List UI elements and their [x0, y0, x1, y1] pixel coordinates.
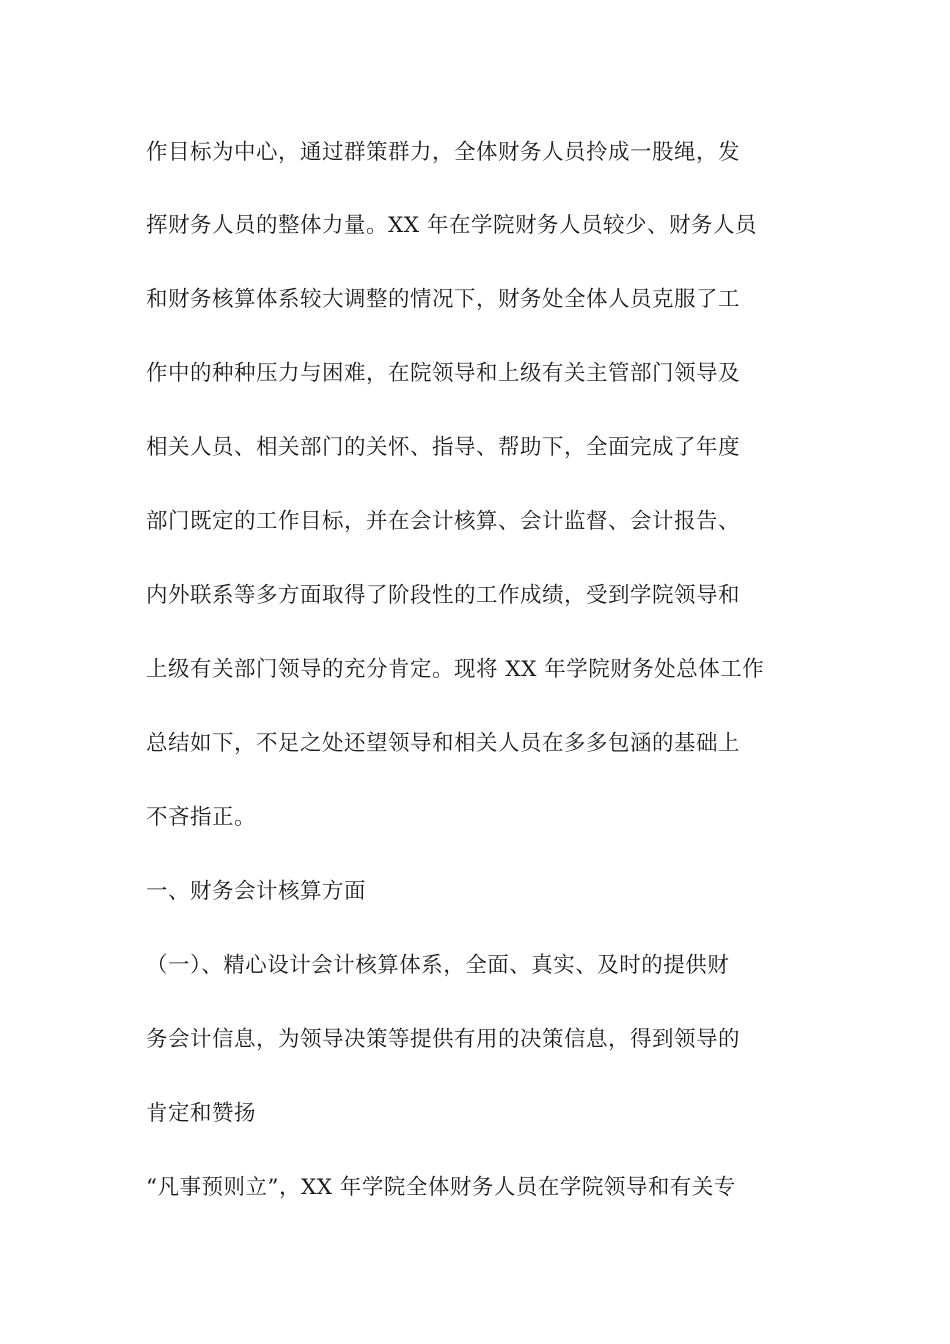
- paragraph-line: 作目标为中心，通过群策群力，全体财务人员拎成一股绳，发: [146, 140, 741, 165]
- paragraph-line: 不吝指正。: [146, 805, 257, 830]
- paragraph-line: 总结如下，不足之处还望领导和相关人员在多多包涵的基础上: [146, 731, 741, 756]
- paragraph-line: 和财务核算体系较大调整的情况下，财务处全体人员克服了工: [146, 287, 741, 312]
- paragraph-line: 部门既定的工作目标，并在会计核算、会计监督、会计报告、: [146, 509, 741, 534]
- paragraph-line: 挥财务人员的整体力量。XX 年在学院财务人员较少、财务人员: [146, 213, 757, 238]
- subsection-heading-line: 肯定和赞扬: [146, 1101, 257, 1126]
- paragraph-line: “凡事预则立”，XX 年学院全体财务人员在学院领导和有关专: [146, 1175, 736, 1200]
- subsection-heading-line: 务会计信息，为领导决策等提供有用的决策信息，得到领导的: [146, 1027, 741, 1052]
- section-heading: 一、财务会计核算方面: [146, 879, 367, 904]
- paragraph-line: 作中的种种压力与困难，在院领导和上级有关主管部门领导及: [146, 361, 741, 386]
- paragraph-line: 内外联系等多方面取得了阶段性的工作成绩，受到学院领导和: [146, 583, 741, 608]
- paragraph-line: 上级有关部门领导的充分肯定。现将 XX 年学院财务处总体工作: [146, 657, 765, 682]
- subsection-heading-line: （一）、精心设计会计核算体系，全面、真实、及时的提供财: [146, 953, 730, 978]
- paragraph-line: 相关人员、相关部门的关怀、指导、帮助下，全面完成了年度: [146, 435, 741, 460]
